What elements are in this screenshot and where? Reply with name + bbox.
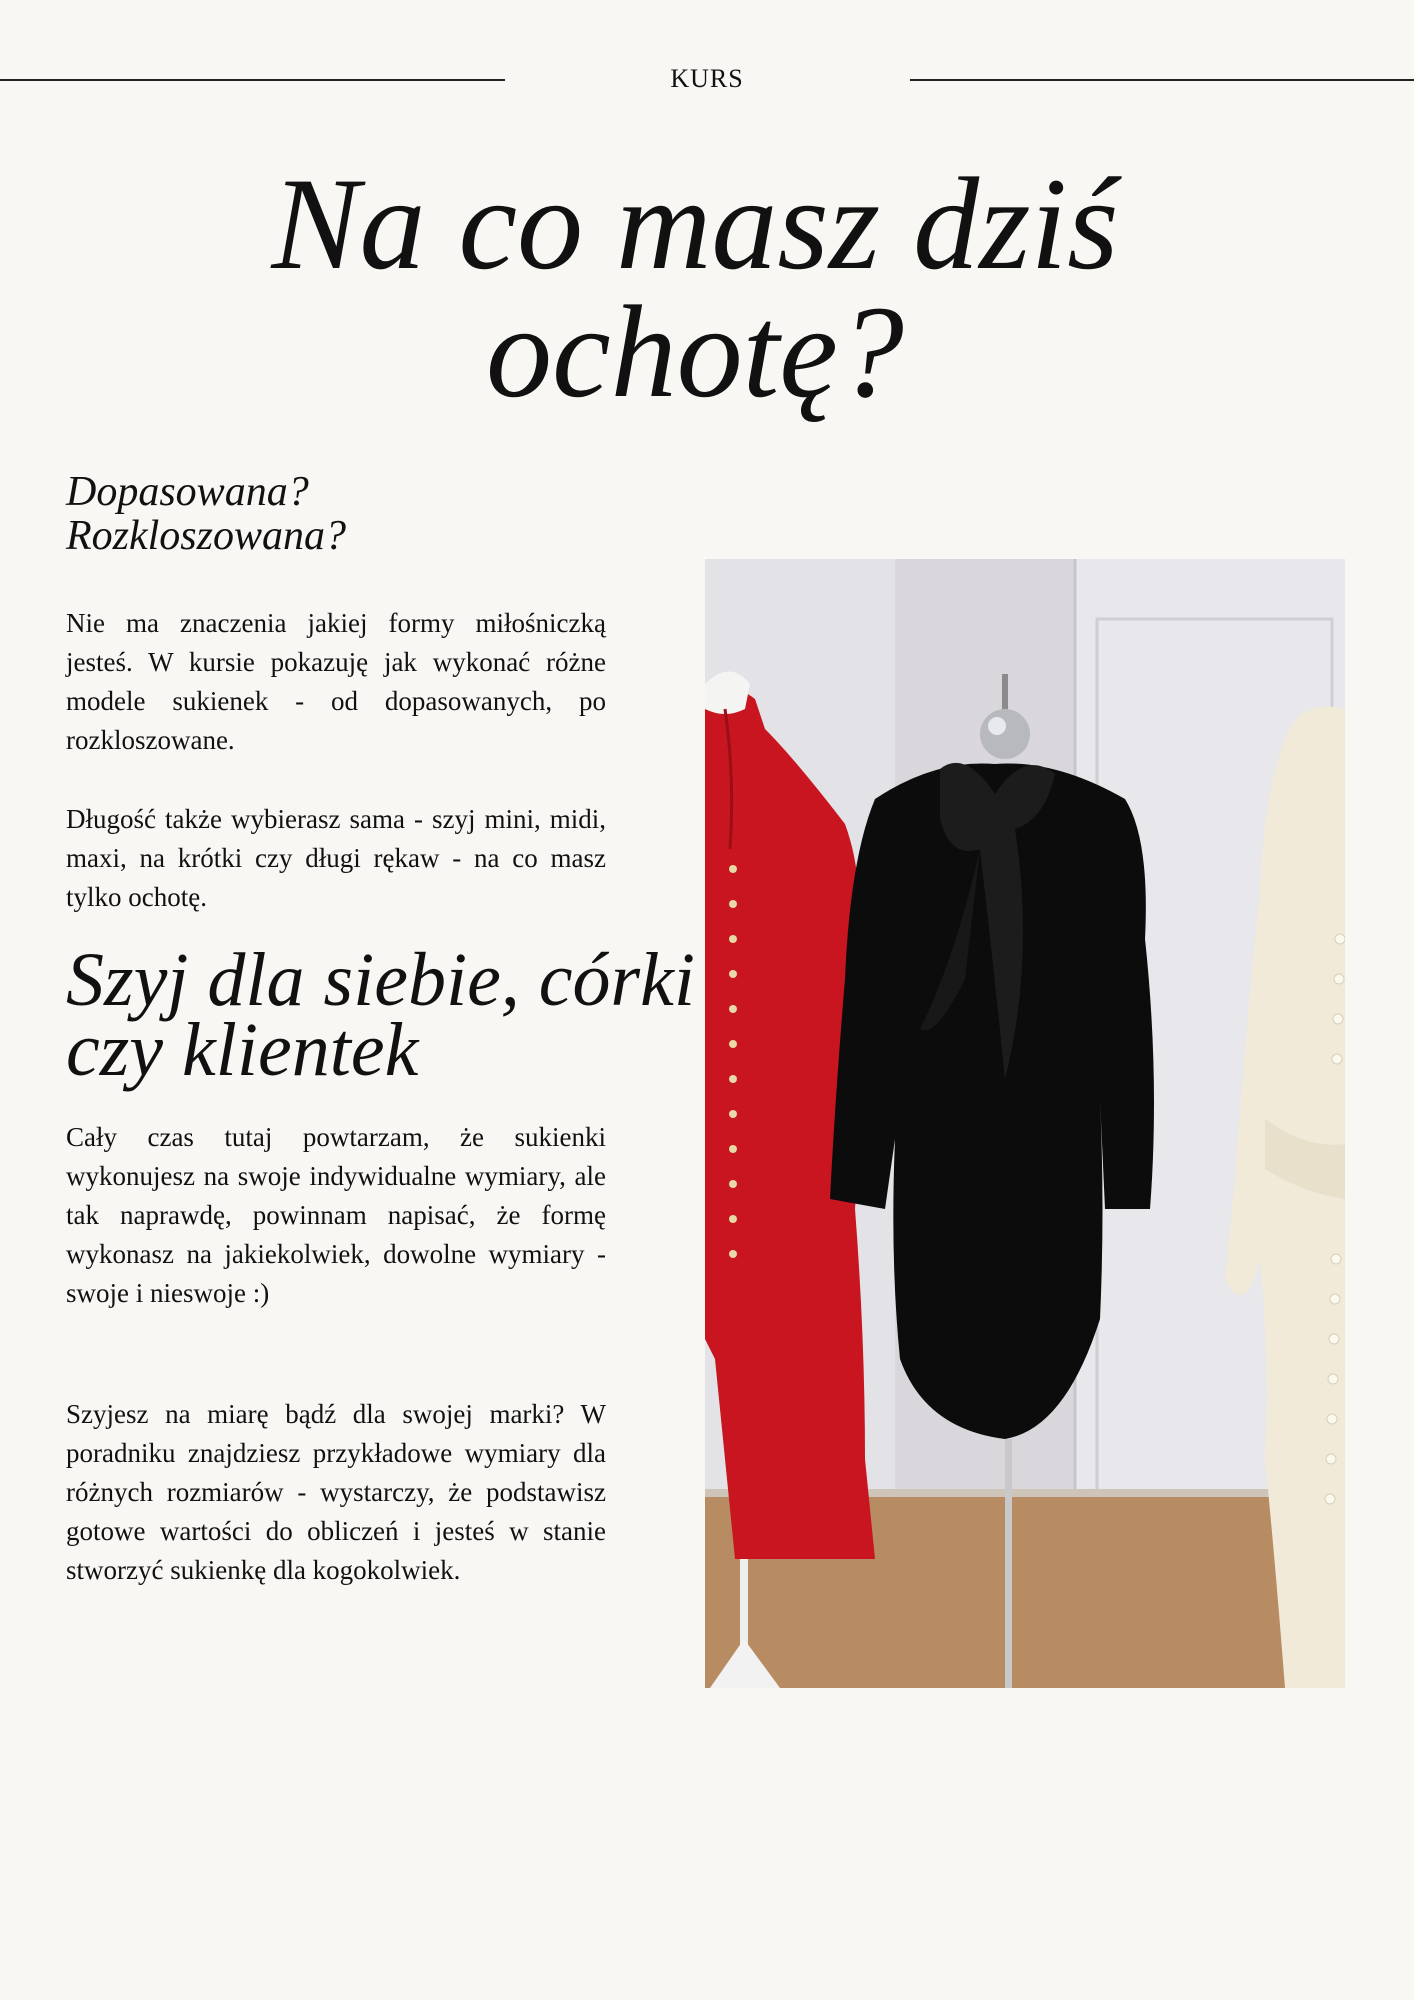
section2-paragraph1: Cały czas tutaj powtarzam, że sukienki wykonujesz na swoje indywidualne wymiary, ale tak naprawdę, powinnam napisać, że formę wykonasz na jakiekolwiek, dowolne wymiary - swoje i nieswoje :) xyxy=(66,1122,606,1308)
section1-heading-line1: Dopasowana? xyxy=(66,469,309,515)
section2-heading: Szyj dla siebie, córki czy klientek xyxy=(66,938,695,1092)
section1-paragraph2: Długość także wybierasz sama - szyj mini, midi, maxi, na krótki czy długi rękaw - na co masz tylko ochotę. xyxy=(66,804,606,912)
page-title: Na co masz dziś ochotę? xyxy=(271,150,1119,425)
section1-heading-line2: Rozkloszowana? xyxy=(66,513,347,559)
header-rule-left xyxy=(0,79,505,81)
header-label: KURS xyxy=(670,64,744,93)
section1-paragraph1: Nie ma znaczenia jakiej formy miłośniczką jesteś. W kursie pokazuję jak wykonać różne modele sukienek - od dopasowanych, po rozkloszowane. xyxy=(66,608,606,755)
section2-paragraph2: Szyjesz na miarę bądź dla swojej marki? W poradniku znajdziesz przykładowe wymiary dla różnych rozmiarów - wystarczy, że podstawisz gotowe wartości do obliczeń i jesteś w stanie stworzyć sukienkę dla kogokolwiek. xyxy=(66,1399,606,1585)
section1-heading xyxy=(66,470,626,558)
header-rule-right xyxy=(910,79,1414,81)
dresses-photo xyxy=(705,559,1345,1688)
